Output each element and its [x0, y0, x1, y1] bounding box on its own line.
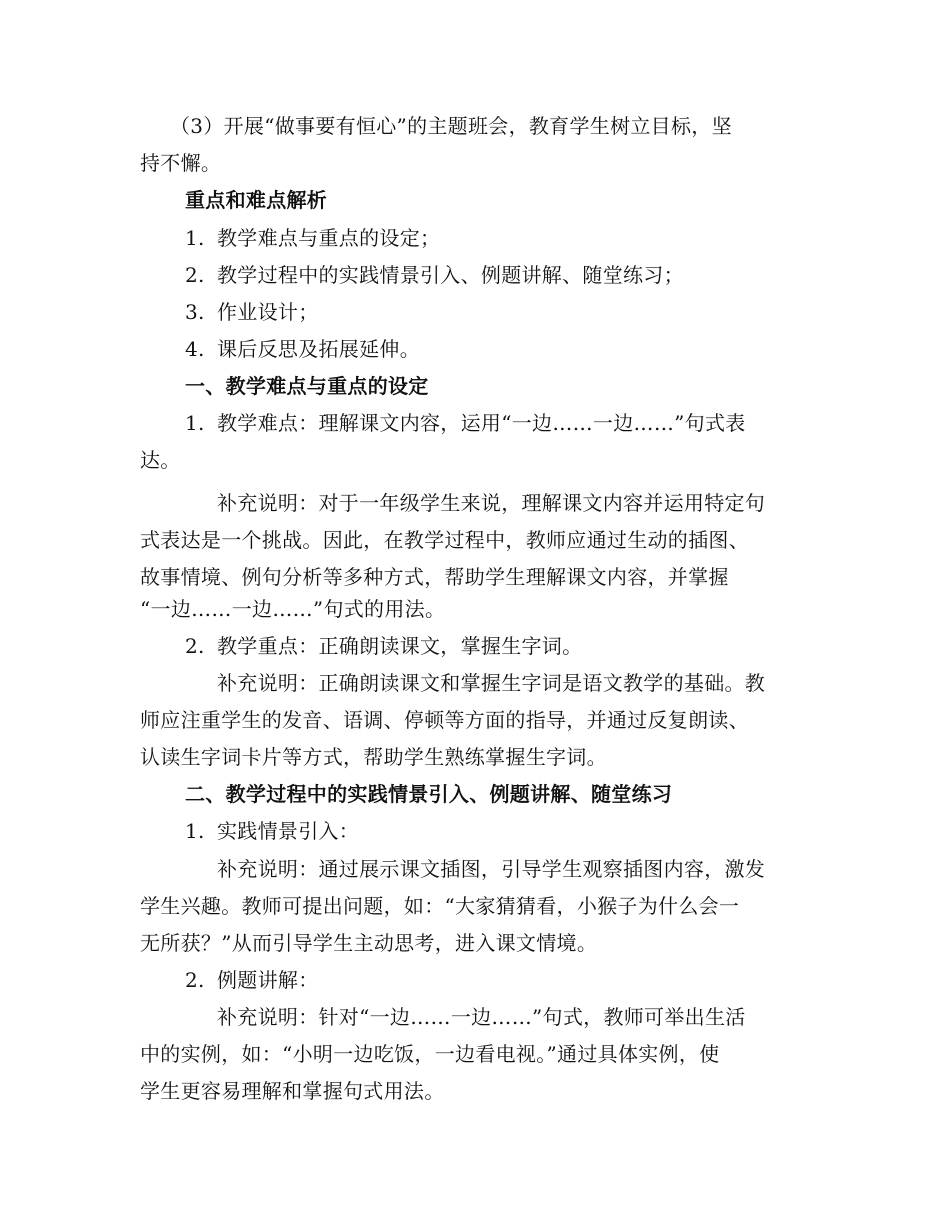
- list-number: 1.: [185, 226, 205, 250]
- list-number: 1.: [185, 411, 205, 435]
- list-item: [185, 819, 359, 843]
- paragraph-line: 持不懈。: [140, 151, 222, 175]
- paragraph-line: 中的实例，如：“小明一边吃饭，一边看电视。”通过具体实例，使: [140, 1042, 720, 1066]
- list-item: [185, 263, 684, 287]
- paragraph-line: 补充说明：针对“一边……一边……”句式，教师可举出生活: [217, 1005, 746, 1029]
- paragraph-line: “一边……一边……”句式的用法。: [140, 597, 446, 621]
- paragraph-line: 无所获？”从而引导学生主动思考，进入课文情境。: [140, 931, 598, 955]
- list-text: 课后反思及拓展延伸。: [217, 337, 420, 361]
- paragraph-line: 学生兴趣。教师可提出问题，如：“大家猜猜看，小猴子为什么会一: [140, 894, 740, 918]
- list-number: 2.: [185, 968, 205, 992]
- paragraph-line: 认读生字词卡片等方式，帮助学生熟练掌握生字词。: [140, 745, 607, 769]
- list-number: 1.: [185, 819, 205, 843]
- list-item: [185, 968, 319, 992]
- paragraph-line: 补充说明：对于一年级学生来说，理解课文内容并运用特定句: [217, 491, 766, 515]
- paragraph-line: 达。: [140, 448, 181, 472]
- list-number: 2.: [185, 263, 205, 287]
- section-heading: 二、教学过程中的实践情景引入、例题讲解、随堂练习: [185, 782, 673, 806]
- paragraph-line: 师应注重学生的发音、语调、停顿等方面的指导，并通过反复朗读、: [140, 708, 749, 732]
- list-text: 教学过程中的实践情景引入、例题讲解、随堂练习；: [217, 263, 684, 287]
- list-text: 作业设计；: [217, 300, 319, 324]
- list-text: 教学重点：正确朗读课文，掌握生字词。: [217, 634, 583, 658]
- list-item: [185, 411, 746, 435]
- paragraph-line: 故事情境、例句分析等多种方式，帮助学生理解课文内容，并掌握: [140, 565, 729, 589]
- list-text: 教学难点与重点的设定；: [217, 226, 441, 250]
- paragraph-line: 补充说明：正确朗读课文和掌握生字词是语文教学的基础。教: [217, 671, 766, 695]
- paragraph-line: 补充说明：通过展示课文插图，引导学生观察插图内容，激发: [217, 857, 766, 881]
- list-number: 3.: [185, 300, 205, 324]
- list-item: [185, 337, 420, 361]
- paragraph-line: 学生更容易理解和掌握句式用法。: [140, 1079, 445, 1103]
- list-item: [185, 634, 582, 658]
- list-number: 4.: [185, 337, 205, 361]
- list-number: 2.: [185, 634, 205, 658]
- list-item: [185, 226, 440, 250]
- list-text: 例题讲解：: [217, 968, 319, 992]
- section-heading: 一、教学难点与重点的设定: [185, 374, 429, 398]
- paragraph-line: （3）开展“做事要有恒心”的主题班会，教育学生树立目标，坚: [170, 114, 732, 138]
- list-text: 教学难点：理解课文内容，运用“一边……一边……”句式表: [217, 411, 746, 435]
- list-item: [185, 300, 319, 324]
- list-text: 实践情景引入：: [217, 819, 360, 843]
- section-heading: 重点和难点解析: [185, 188, 328, 212]
- paragraph-line: 式表达是一个挑战。因此，在教学过程中，教师应通过生动的插图、: [140, 528, 749, 552]
